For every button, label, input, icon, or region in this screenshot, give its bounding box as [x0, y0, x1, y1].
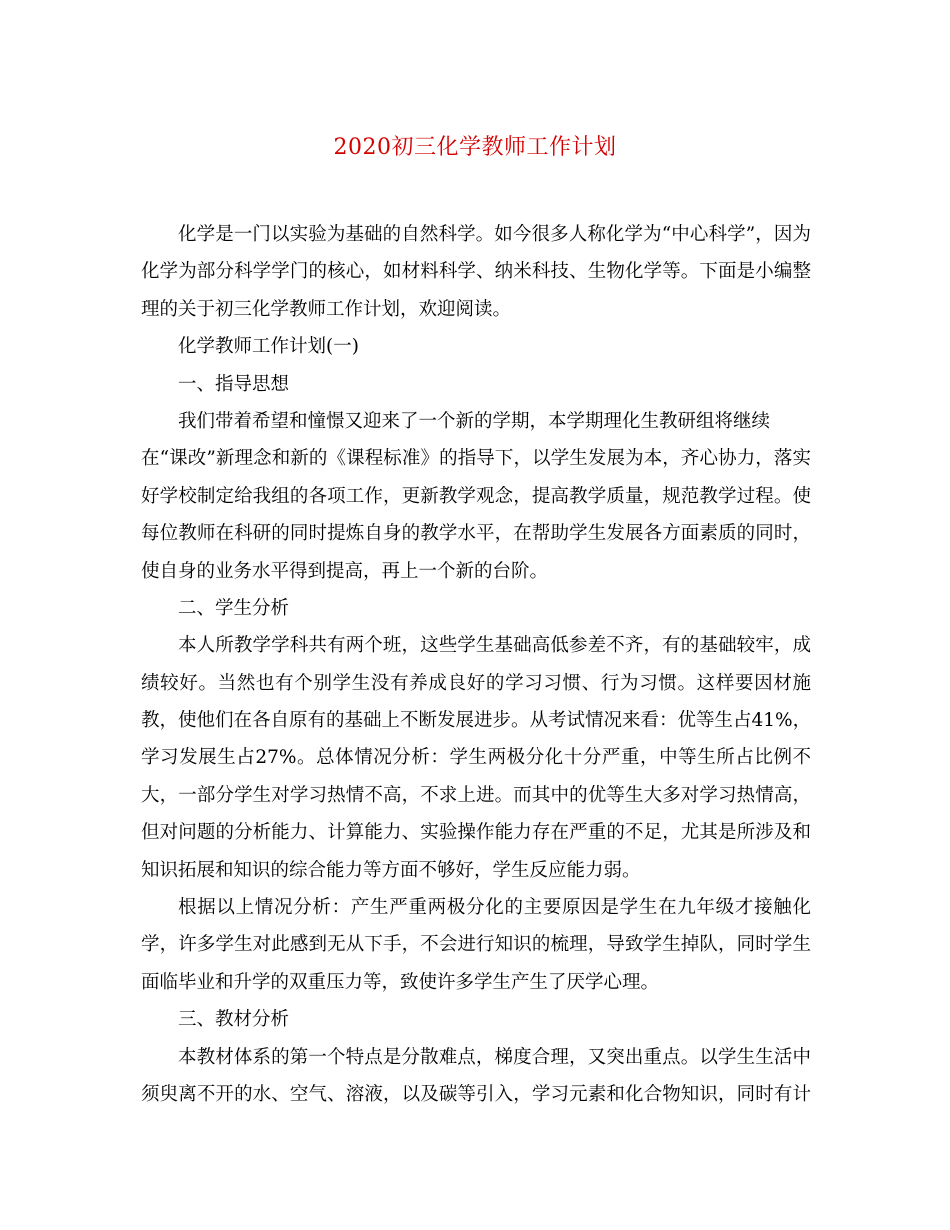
document-body [141, 216, 811, 1113]
text-line: 面临毕业和升学的双重压力等，致使许多学生产生了厌学心理。 [141, 971, 660, 993]
text-line: 三、教材分析 [178, 1009, 290, 1031]
text-line: 须臾离不开的水、空气、溶液，以及碳等引入，学习元素和化合物知识，同时有计 [141, 1083, 811, 1105]
text-line: 理的关于初三化学教师工作计划，欢迎阅读。 [141, 298, 512, 320]
text-line: 使自身的业务水平得到提高，再上一个新的台阶。 [141, 560, 549, 582]
text-line: 化学为部分科学学门的核心，如材料科学、纳米科技、生物化学等。下面是小编整 [141, 261, 811, 283]
text-line: 教，使他们在各自原有的基础上不断发展进步。从考试情况来看：优等生占41%， [141, 710, 811, 732]
text-line: 在“课改”新理念和新的《课程标准》的指导下，以学生发展为本，齐心协力，落实 [141, 448, 811, 470]
text-line: 好学校制定给我组的各项工作，更新教学观念，提高教学质量，规范教学过程。使 [141, 485, 811, 507]
text-line: 每位教师在科研的同时提炼自身的教学水平，在帮助学生发展各方面素质的同时， [141, 523, 811, 545]
text-line: 我们带着希望和憧憬又迎来了一个新的学期，本学期理化生教研组将继续 [178, 410, 771, 432]
text-line: 学，许多学生对此感到无从下手，不会进行知识的梳理，导致学生掉队，同时学生 [141, 934, 811, 956]
text-line: 化学教师工作计划(一) [178, 336, 359, 358]
text-line: 但对问题的分析能力、计算能力、实验操作能力存在严重的不足，尤其是所涉及和 [141, 822, 811, 844]
text-line: 一、指导思想 [178, 373, 290, 395]
text-line: 本教材体系的第一个特点是分散难点，梯度合理，又突出重点。以学生生活中 [178, 1046, 811, 1068]
text-line: 根据以上情况分析：产生严重两极分化的主要原因是学生在九年级才接触化 [178, 897, 811, 919]
text-line: 学习发展生占27%。总体情况分析：学生两极分化十分严重，中等生所占比例不 [141, 747, 811, 769]
document-title: 2020初三化学教师工作计划 [333, 135, 617, 160]
text-line: 本人所教学学科共有两个班，这些学生基础高低参差不齐，有的基础较牢，成 [178, 635, 811, 657]
text-line: 二、学生分析 [178, 597, 290, 619]
text-line: 知识拓展和知识的综合能力等方面不够好，学生反应能力弱。 [141, 859, 641, 881]
text-line: 绩较好。当然也有个别学生没有养成良好的学习习惯、行为习惯。这样要因材施 [141, 672, 811, 694]
text-line: 化学是一门以实验为基础的自然科学。如今很多人称化学为“中心科学”，因为 [178, 224, 811, 245]
text-line: 大，一部分学生对学习热情不高，不求上进。而其中的优等生大多对学习热情高， [141, 784, 811, 806]
